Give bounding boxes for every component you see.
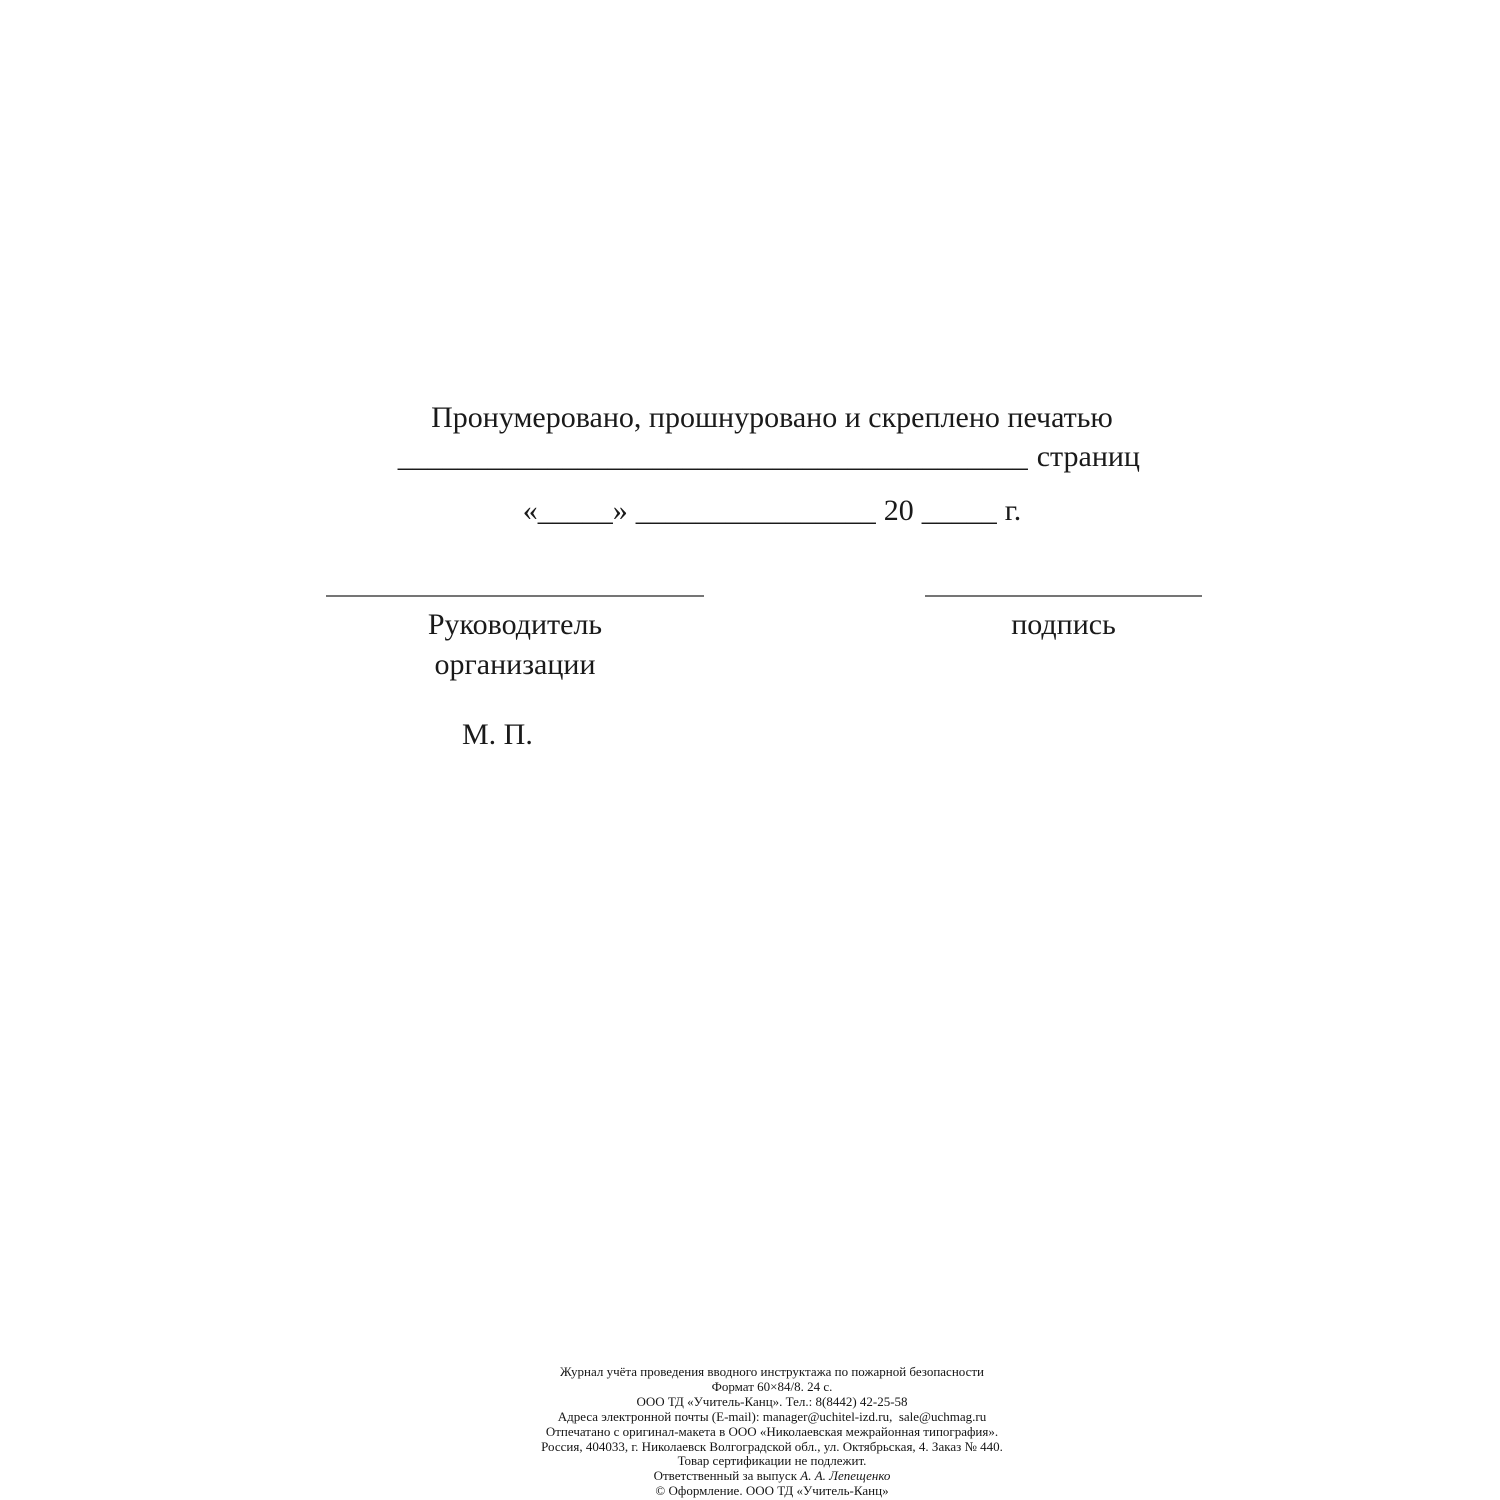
date-year-blank-field: _____	[921, 494, 997, 527]
head-of-organization-label	[326, 605, 704, 685]
imprint-publisher-phone: ООО ТД «Учитель-Канц». Тел.: 8(8442) 42-25-58	[636, 1393, 908, 1409]
head-of-organization-label-line1: Руководитель	[427, 608, 603, 641]
imprint-address-order: Россия, 404033, г. Николаевск Волгоградской обл., ул. Октябрьская, 4. Заказ № 440.	[541, 1438, 1003, 1454]
pages-count-line	[398, 440, 1140, 474]
imprint-block	[44, 1365, 1500, 1499]
date-year-prefix: 20	[883, 494, 914, 527]
imprint-format: Формат 60×84/8. 24 с.	[711, 1378, 833, 1394]
imprint-copyright: © Оформление. ООО ТД «Учитель-Канц»	[655, 1483, 889, 1499]
head-of-organization-signature-line	[326, 595, 704, 597]
pages-count-blank-field: __________________________________________	[397, 440, 1028, 473]
signature-caption-label: подпись	[1011, 608, 1116, 641]
imprint-emails: Адреса электронной почты (E-mail): manager@uchitel-izd.ru, sale@uchmag.ru	[557, 1408, 987, 1424]
date-year-suffix: г.	[1004, 494, 1022, 527]
date-line	[44, 494, 1500, 528]
pages-count-label: страниц	[1036, 440, 1140, 473]
head-of-organization-label-line2: организации	[434, 648, 596, 681]
imprint-printing-house: Отпечатано с оригинал-макета в ООО «Николаевская межрайонная типография».	[545, 1423, 999, 1439]
date-day-blank-field: «_____»	[522, 494, 628, 527]
date-month-blank-field: ________________	[635, 494, 876, 527]
imprint-responsible-name: А. А. Лепещенко	[800, 1468, 891, 1484]
stamp-place-label: М. П.	[462, 718, 533, 751]
certification-title: Пронумеровано, прошнуровано и скреплено печатью	[431, 401, 1113, 434]
imprint-journal-title: Журнал учёта проведения вводного инструктажа по пожарной безопасности	[559, 1364, 985, 1379]
imprint-responsible	[44, 1469, 1500, 1484]
imprint-certification-note: Товар сертификации не подлежит.	[677, 1453, 867, 1469]
signature-line	[925, 595, 1202, 597]
imprint-responsible-prefix: Ответственный за выпуск	[653, 1468, 798, 1484]
